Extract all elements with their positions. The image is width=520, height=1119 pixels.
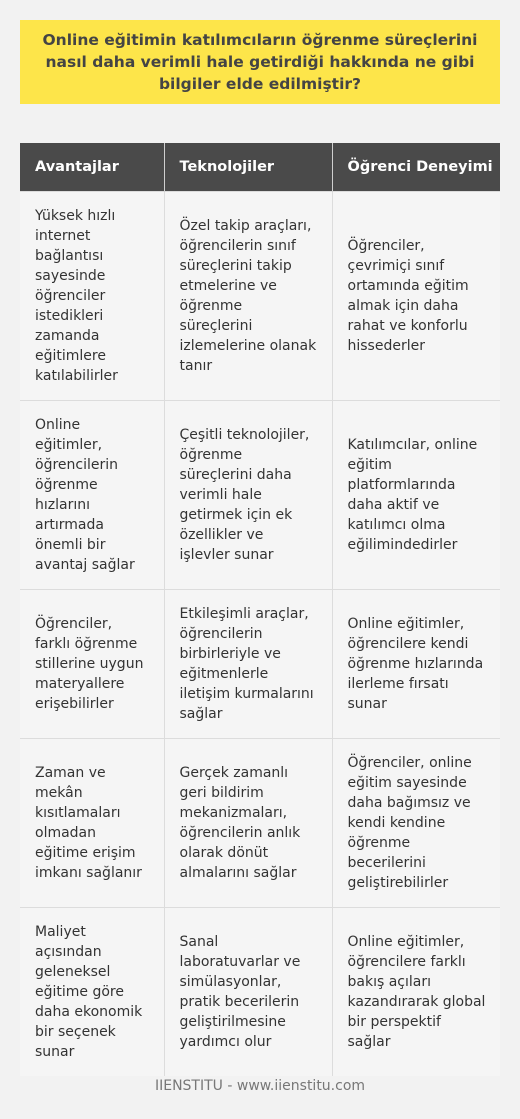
title-banner — [20, 20, 500, 104]
table-cell: Öğrenciler, çevrimiçi sınıf ortamında eğitim almak için daha rahat ve konforlu hissederler — [332, 191, 500, 400]
comparison-table — [20, 143, 500, 1076]
table-cell: Zaman ve mekân kısıtlamaları olmadan eğitime erişim imkanı sağlanır — [20, 738, 164, 907]
table-row — [20, 400, 500, 589]
table-row — [20, 589, 500, 738]
column-header-advantages: Avantajlar — [20, 143, 164, 191]
table-cell: Online eğitimler, öğrencilere farklı bakış açıları kazandırarak global bir perspektif sağlar — [332, 907, 500, 1076]
table-header-row — [20, 143, 500, 191]
table-cell: Online eğitimler, öğrencilerin öğrenme hızlarını artırmada önemli bir avantaj sağlar — [20, 400, 164, 589]
table-cell: Yüksek hızlı internet bağlantısı sayesinde öğrenciler istedikleri zamanda eğitimlere katılabilirler — [20, 191, 164, 400]
footer-credit: IIENSTITU - www.iienstitu.com — [154, 1078, 366, 1094]
table-cell: Çeşitli teknolojiler, öğrenme süreçlerini daha verimli hale getirmek için ek özellikler ve işlevler sunar — [164, 400, 332, 589]
table-row — [20, 191, 500, 400]
column-header-technologies: Teknolojiler — [164, 143, 332, 191]
table-cell: Maliyet açısından geleneksel eğitime göre daha ekonomik bir seçenek sunar — [20, 907, 164, 1076]
table-cell: Gerçek zamanlı geri bildirim mekanizmaları, öğrencilerin anlık olarak dönüt almalarını sağlar — [164, 738, 332, 907]
table-cell: Öğrenciler, online eğitim sayesinde daha bağımsız ve kendi kendine öğrenme becerilerini geliştirebilirler — [332, 738, 500, 907]
table-cell: Öğrenciler, farklı öğrenme stillerine uygun materyallere erişebilirler — [20, 589, 164, 738]
table-cell: Online eğitimler, öğrencilere kendi öğrenme hızlarında ilerleme fırsatı sunar — [332, 589, 500, 738]
table-cell: Katılımcılar, online eğitim platformlarında daha aktif ve katılımcı olma eğilimindedirler — [332, 400, 500, 589]
table-cell: Etkileşimli araçlar, öğrencilerin birbirleriyle ve eğitmenlerle iletişim kurmalarını sağlar — [164, 589, 332, 738]
table-row — [20, 907, 500, 1076]
table-cell: Özel takip araçları, öğrencilerin sınıf süreçlerini takip etmelerine ve öğrenme süreçlerini izlemelerine olanak tanır — [164, 191, 332, 400]
table-row — [20, 738, 500, 907]
table-cell: Sanal laboratuvarlar ve simülasyonlar, pratik becerilerin geliştirilmesine yardımcı olur — [164, 907, 332, 1076]
page-title: Online eğitimin katılımcıların öğrenme süreçlerini nasıl daha verimli hale getirdiği hakkında ne gibi bilgiler elde edilmiştir? — [42, 31, 478, 93]
column-header-student-experience: Öğrenci Deneyimi — [332, 143, 500, 191]
